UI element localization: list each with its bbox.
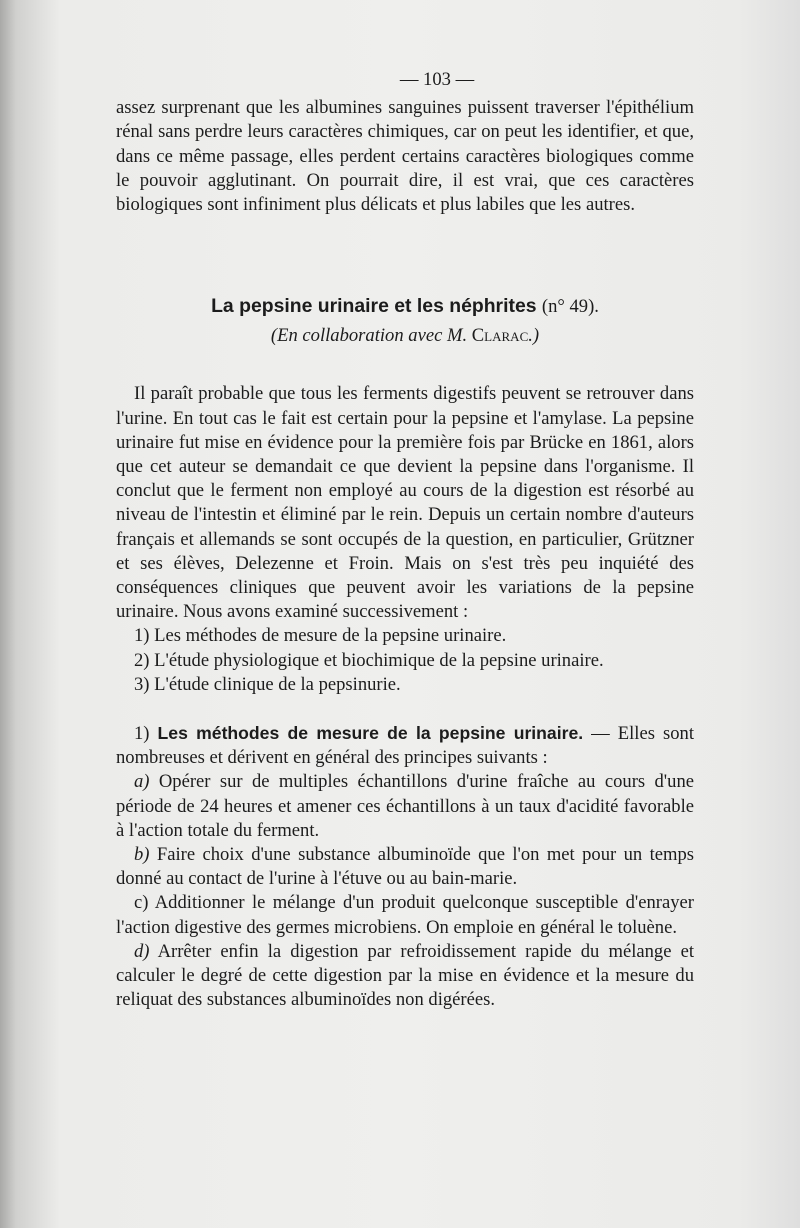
collaborator-name: Clarac	[471, 325, 529, 347]
principle-b-text: Faire choix d'une substance albuminoïde que l'on met pour un temps donné au contact de l'urine à l'étuve ou au bain-marie.	[116, 844, 694, 890]
intro-paragraph: assez surprenant que les albumines sanguines puissent traverser l'épithélium rénal sans perdre leurs caractères chimiques, car on peut les identifier, et que, dans ce même passage, elles perdent certains caractères biologiques comme le pouvoir agglutinant. On pourrait dire, il est vrai, que ces caractères biologiques sont infiniment plus délicats et plus labiles que les autres.	[116, 97, 694, 216]
methods-heading: Les méthodes de mesure de la pepsine urinaire.	[157, 723, 584, 744]
list-item-2: 2) L'étude physiologique et biochimique de la pepsine urinaire.	[134, 649, 604, 671]
principle-a	[116, 770, 694, 843]
main-paragraph: Il paraît probable que tous les ferments digestifs peuvent se retrouver dans l'urine. En tout cas le fait est certain pour la pepsine et l'amylase. La pepsine urinaire fut mise en évidence pour la première fois par Brücke en 1861, alors que cet auteur se demandait ce que devient la pepsine dans l'organisme. Il conclut que le ferment non employé au cours de la digestion est résorbé au niveau de l'intestin et éliminé par le rein. Depuis un certain nombre d'auteurs français et allemands se sont occupés de la question, en particulier, Grützner et ses élèves, Delezenne et Froin. Mais on s'est très peu inquiété des conséquences cliniques que peuvent avoir les variations de la pepsine urinaire. Nous avons examiné successivement :	[116, 383, 694, 623]
methods-intro: — Elles sont nombreuses et dérivent en général des principes suivants :	[116, 723, 694, 769]
principle-b-label: b)	[134, 844, 150, 866]
principle-d	[116, 940, 694, 1013]
methods-paragraph	[116, 721, 694, 770]
methods-number: 1)	[134, 723, 150, 745]
principle-d-label: d)	[134, 940, 150, 962]
collaboration-prefix: (En collaboration avec M.	[270, 325, 468, 347]
collaboration-line	[116, 324, 694, 348]
principle-b	[116, 843, 694, 891]
list-item-3: 3) L'étude clinique de la pepsinurie.	[134, 673, 401, 695]
principle-d-text: Arrêter enfin la digestion par refroidissement rapide du mélange et calculer le degré de cette digestion par la mise en évidence et la mesure du reliquat des substances albuminoïdes non digérées.	[116, 940, 694, 1011]
section-title	[116, 293, 694, 320]
principle-a-text: Opérer sur de multiples échantillons d'urine fraîche au cours d'une période de 24 heures et amener ces échantillons à un taux d'acidité favorable à l'action totale du ferment.	[116, 771, 694, 841]
collaboration-suffix: .)	[528, 325, 540, 347]
principle-a-label: a)	[134, 771, 150, 793]
principle-c-label: c)	[134, 892, 149, 914]
principle-c	[116, 891, 694, 939]
section-title-text: La pepsine urinaire et les néphrites	[211, 295, 537, 318]
page-number: — 103 —	[399, 69, 475, 90]
section-reference: (n° 49).	[541, 296, 599, 318]
principle-c-text: Additionner le mélange d'un produit quelconque susceptible d'enrayer l'action digestive des germes microbiens. On emploie en général le toluène.	[116, 892, 694, 938]
list-item-1: 1) Les méthodes de mesure de la pepsine urinaire.	[134, 625, 507, 647]
page-content	[116, 68, 694, 1013]
